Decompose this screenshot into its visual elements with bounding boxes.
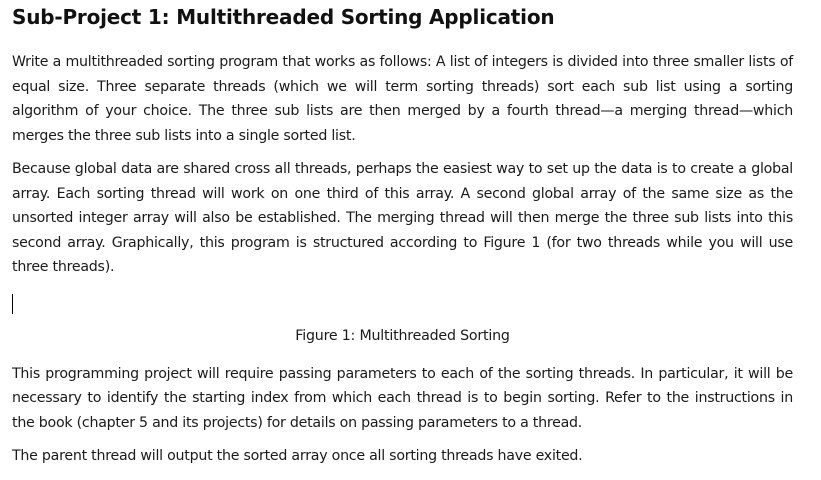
paragraph-intro: Write a multithreaded sorting program that works as follows: A list of integers is divided into three smaller lists of equal size. Three separate threads (which we will term sorting threads) sort each sub list using a sorting algorithm of your choice. The three sub lists are then merged by a fourth thread—a merging thread—which merges the three sub lists into a single sorted list. bbox=[12, 54, 793, 144]
text-cursor bbox=[12, 294, 13, 314]
paragraph-global-data: Because global data are shared cross all threads, perhaps the easiest way to set up the data is to create a global array. Each sorting thread will work on one third of this array. A second global array of the same size as the unsorted integer array will also be established. The merging thread will then merge the three sub lists into this second array. Graphically, this program is structured according to Figure 1 (for two threads while you will use three threads). bbox=[12, 161, 793, 275]
paragraph-parent-thread: The parent thread will output the sorted array once all sorting threads have exited. bbox=[12, 448, 583, 464]
text-insertion-area[interactable] bbox=[12, 280, 793, 316]
paragraph-parameters: This programming project will require passing parameters to each of the sorting threads. In particular, it will be necessary to identify the starting index from which each thread is to begin sorting. Refer to the instructions in the book (chapter 5 and its projects) for details on passing parameters to a thread. bbox=[12, 365, 793, 431]
figure-caption: Figure 1: Multithreaded Sorting bbox=[295, 327, 510, 344]
document-title: Sub-Project 1: Multithreaded Sorting Application bbox=[12, 5, 555, 29]
